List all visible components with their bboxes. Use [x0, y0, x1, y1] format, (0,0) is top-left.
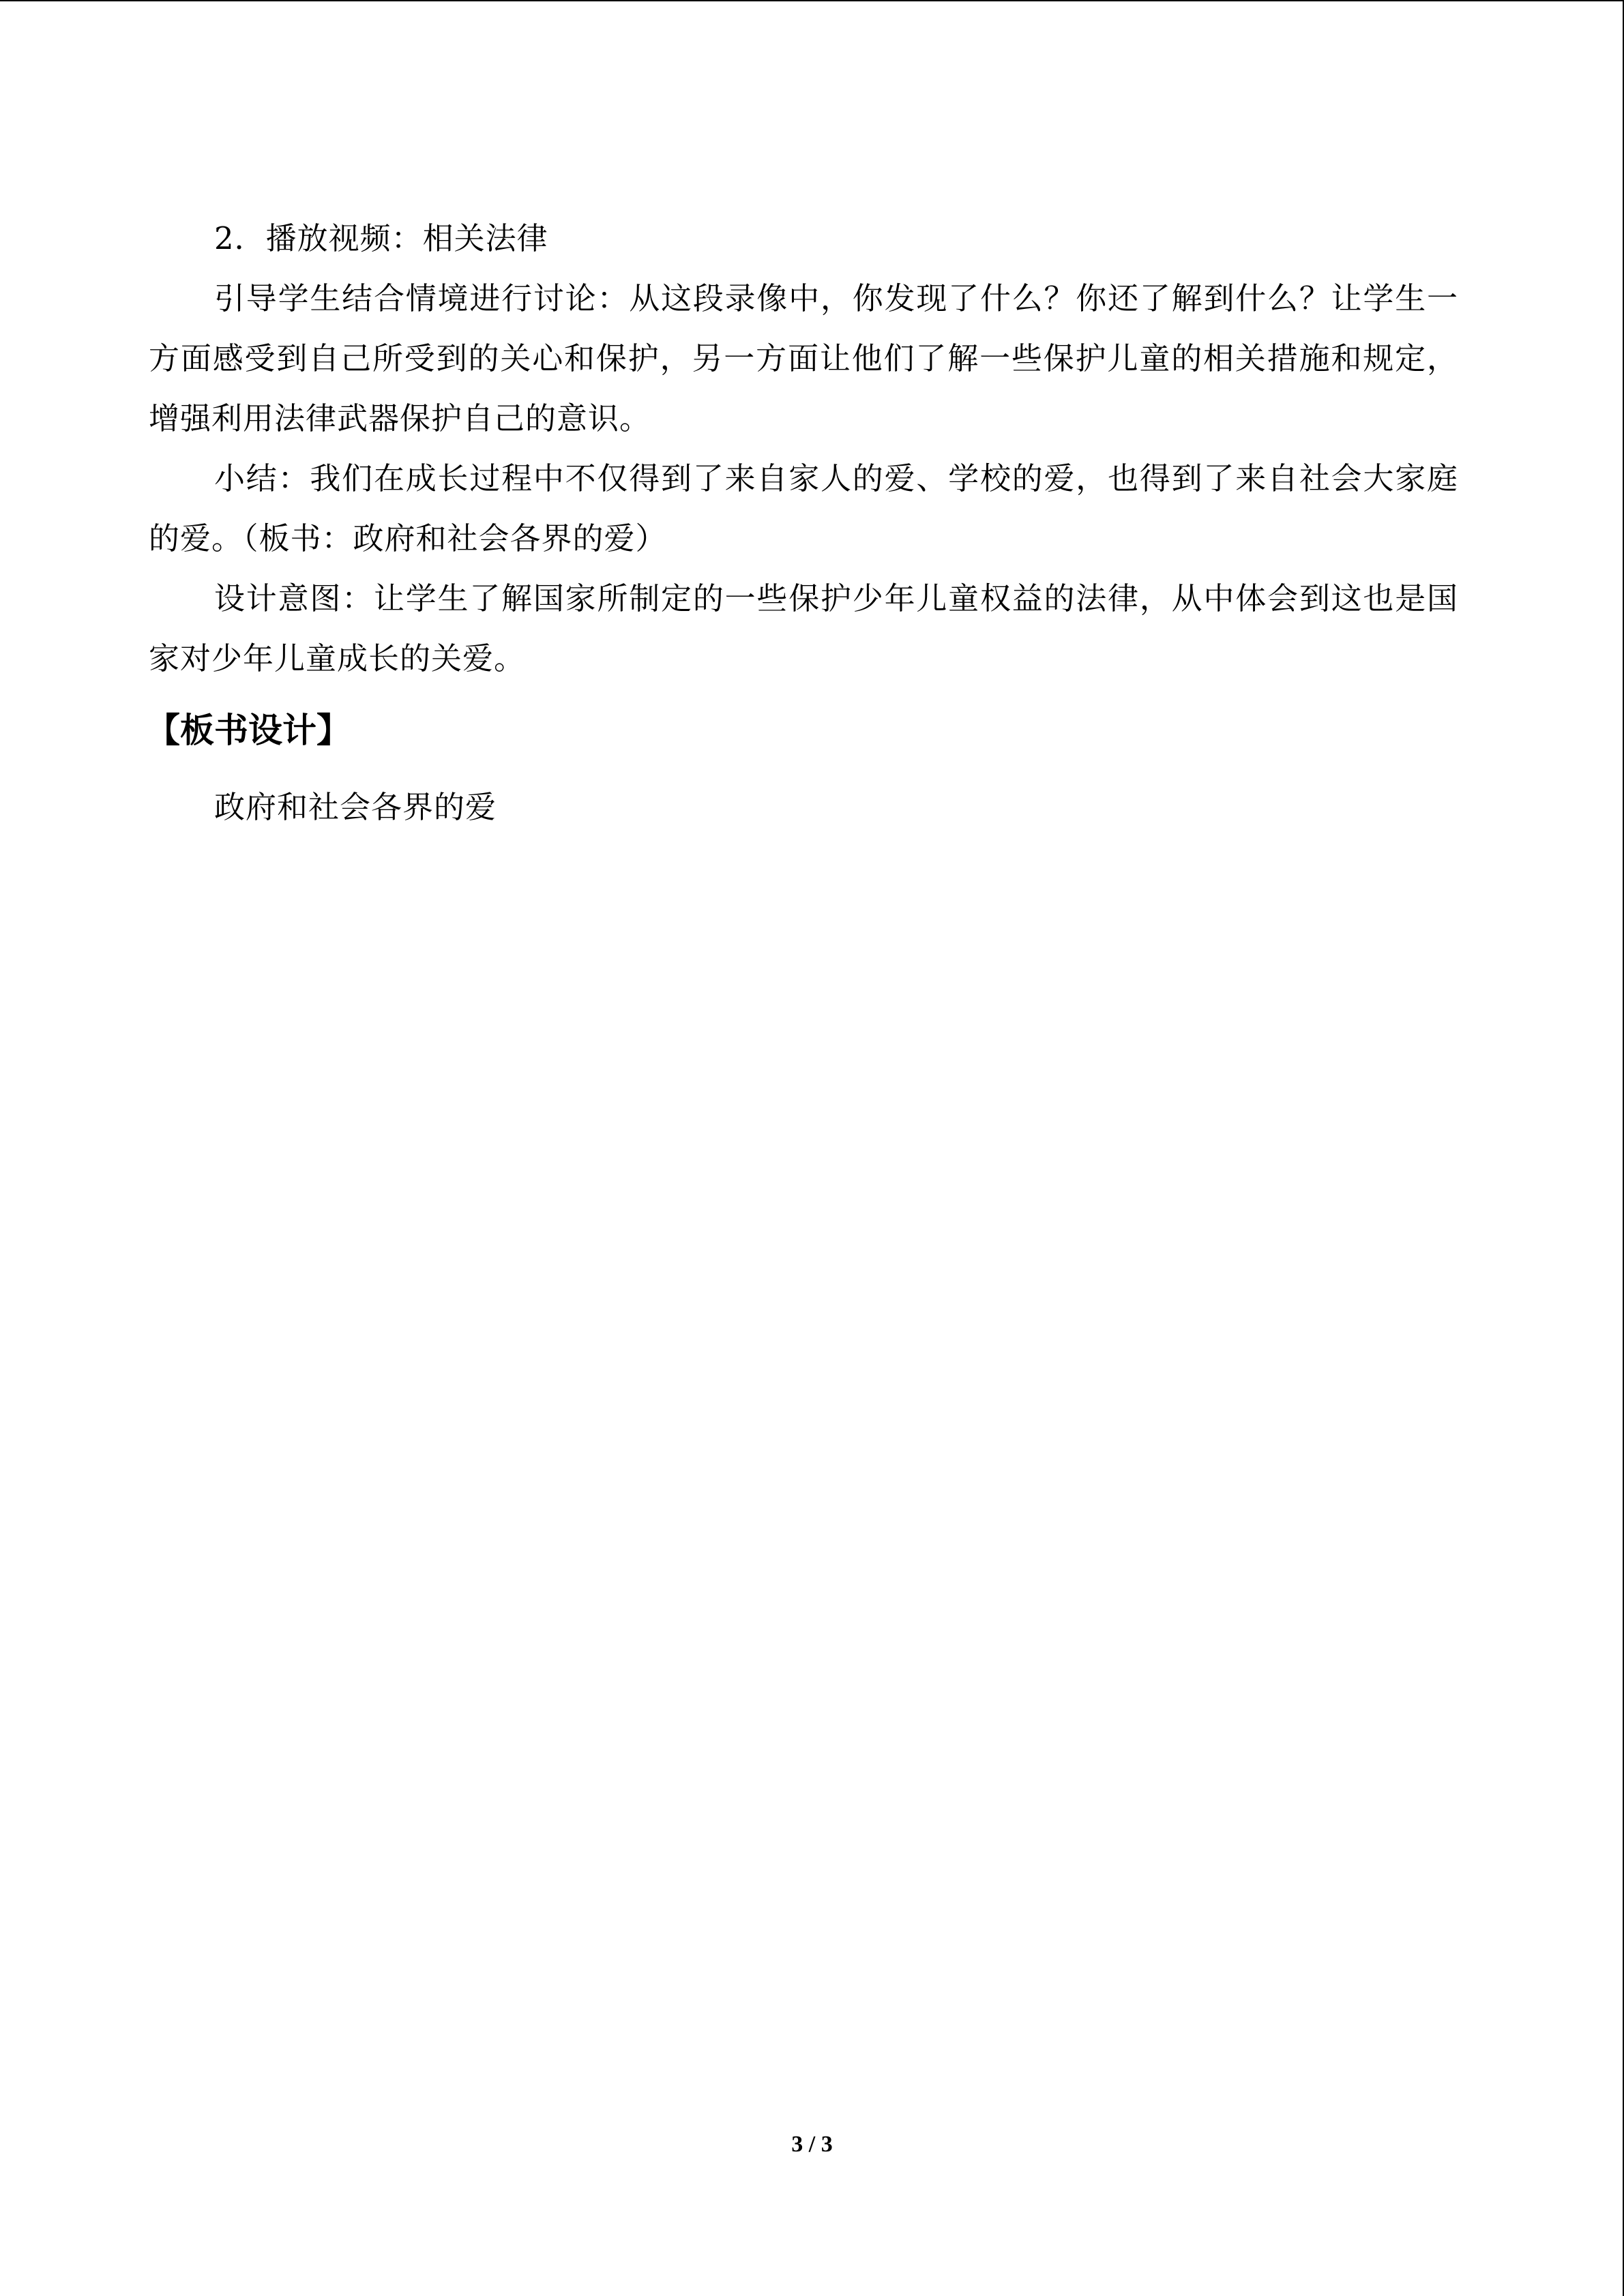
- page-number: 3 / 3: [791, 2132, 833, 2157]
- board-text: 政府和社会各界的爱: [214, 789, 497, 825]
- section-heading-board-design: 【板书设计】: [146, 711, 351, 750]
- paragraph-discussion: 引导学生结合情境进行讨论：从这段录像中，你发现了什么？你还了解到什么？让学生一方面感受到自己所受到的关心和保护，另一方面让他们了解一些保护儿童的相关措施和规定，增强利用法律武器保护自己的意识。: [149, 280, 1458, 436]
- paragraph-summary: 小结：我们在成长过程中不仅得到了来自家人的爱、学校的爱，也得到了来自社会大家庭的爱。（板书：政府和社会各界的爱）: [149, 460, 1458, 556]
- document-body: [146, 209, 1458, 837]
- paragraph-play-video: 2．播放视频：相关法律: [214, 220, 548, 256]
- paragraph-design-intent: 设计意图：让学生了解国家所制定的一些保护少年儿童权益的法律，从中体会到这也是国家对少年儿童成长的关爱。: [149, 580, 1458, 676]
